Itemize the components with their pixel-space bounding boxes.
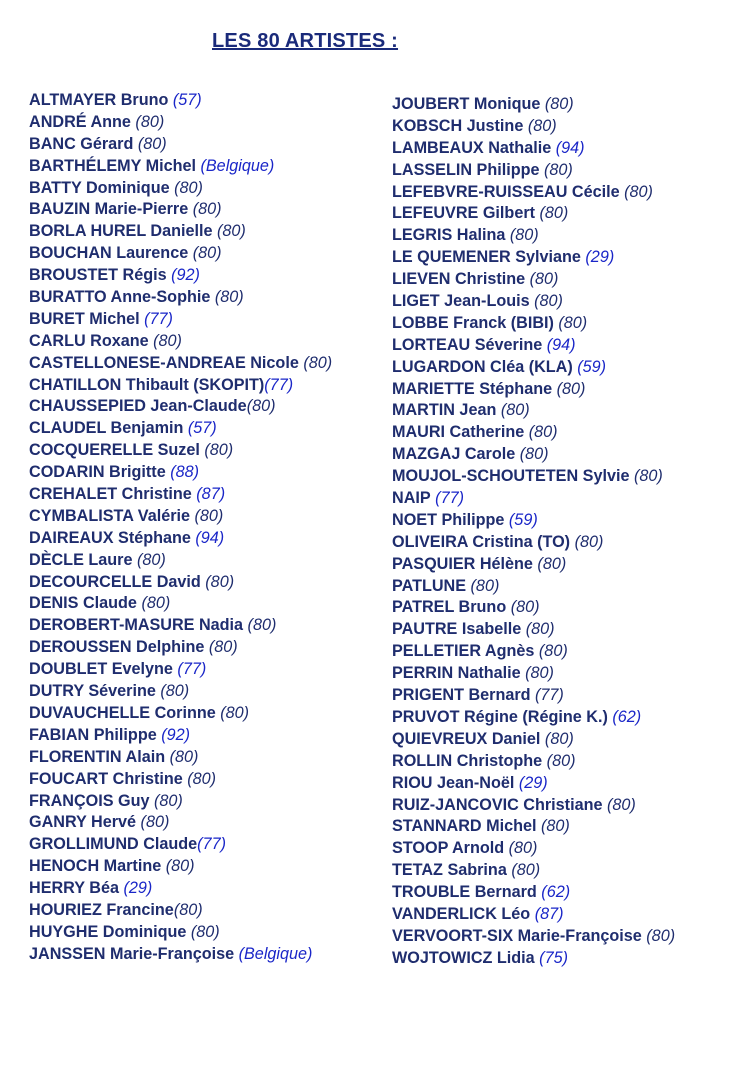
artist-name: BOUCHAN Laurence: [29, 244, 189, 263]
artist-department: (80): [136, 813, 170, 832]
artist-name: CLAUDEL Benjamin: [29, 419, 184, 438]
artist-name: MARIETTE Stéphane: [392, 379, 553, 398]
artist-name: CYMBALISTA Valérie: [29, 506, 191, 525]
artist-entry: [392, 313, 675, 335]
artist-department: (80): [173, 900, 203, 919]
artist-entry: [29, 309, 332, 331]
artist-name: HOURIEZ Francine: [29, 900, 174, 919]
artist-entry: [392, 444, 675, 466]
artist-entry: [29, 769, 332, 791]
artist-name: BORLA HUREL Danielle: [29, 222, 213, 241]
artist-name: DOUBLET Evelyne: [29, 660, 173, 679]
artist-entry: [29, 90, 332, 112]
artist-department: (80): [570, 532, 604, 551]
artist-entry: [29, 637, 332, 659]
artist-entry: [392, 488, 675, 510]
artist-department: (62): [536, 883, 571, 902]
artist-name: KOBSCH Justine: [392, 116, 524, 135]
artist-entry: [392, 138, 675, 160]
artist-name: LEFEUVRE Gilbert: [392, 204, 536, 223]
artist-name: MOUJOL-SCHOUTETEN Sylvie: [392, 467, 630, 486]
artist-department: (80): [148, 331, 182, 350]
artist-entry: [392, 94, 675, 116]
artist-name: DUTRY Séverine: [29, 682, 156, 701]
artist-entry: [392, 160, 675, 182]
artist-entry: [29, 878, 332, 900]
artist-entry: [29, 353, 332, 375]
artist-department: (80): [136, 594, 171, 613]
artist-department: (80): [204, 638, 238, 657]
artist-department: (80): [552, 379, 586, 398]
artist-entry: [392, 116, 675, 138]
artist-department: (80): [602, 795, 636, 814]
artist-name: MAZGAJ Carole: [392, 445, 516, 464]
artist-department: (80): [505, 226, 539, 245]
artist-department: (80): [525, 270, 559, 289]
artist-entry: [29, 462, 332, 484]
artist-department: (59): [572, 357, 607, 376]
artist-entry: [29, 396, 332, 418]
artist-entry: [392, 773, 675, 795]
artist-name: DECOURCELLE David: [29, 572, 201, 591]
artist-name: GANRY Hervé: [29, 813, 137, 832]
artist-name: LUGARDON Cléa (KLA): [392, 357, 573, 376]
artist-department: (80): [190, 506, 224, 525]
artist-department: (80): [506, 598, 540, 617]
artist-name: TROUBLE Bernard: [392, 883, 537, 902]
artist-entry: [29, 703, 332, 725]
artist-entry: [392, 882, 675, 904]
page-title: LES 80 ARTISTES :: [212, 30, 399, 52]
artist-name: CREHALET Christine: [29, 485, 192, 504]
artist-department: (80): [532, 554, 567, 573]
artist-entry: [29, 615, 332, 637]
artist-entry: [392, 203, 675, 225]
artist-department: (80): [629, 467, 663, 486]
artist-name: BURATTO Anne-Sophie: [29, 288, 211, 307]
artist-name: CHATILLON Thibault (SKOPIT): [29, 375, 265, 394]
artist-department: (80): [165, 747, 199, 766]
artist-name: NOET Philippe: [392, 510, 505, 529]
artist-department: (77): [197, 835, 226, 854]
artist-entry: [392, 400, 675, 422]
artist-entry: [29, 834, 332, 856]
artist-list-right: [392, 94, 675, 970]
artist-entry: [392, 379, 675, 401]
artist-department: (80): [515, 445, 549, 464]
artist-entry: [392, 576, 675, 598]
artist-department: (62): [607, 707, 642, 726]
artist-name: VANDERLICK Léo: [392, 904, 531, 923]
artist-department: (80): [130, 112, 165, 131]
artist-entry: [392, 247, 675, 269]
artist-department: (75): [534, 948, 568, 967]
artist-department: (94): [190, 528, 225, 547]
artist-name: LEGRIS Halina: [392, 226, 506, 245]
artist-entry: [392, 641, 675, 663]
artist-entry: [392, 663, 675, 685]
artist-entry: [29, 791, 332, 813]
artist-entry: [29, 221, 332, 243]
artist-entry: [392, 357, 675, 379]
artist-entry: [392, 926, 675, 948]
artist-department: (87): [530, 904, 564, 923]
artist-name: FABIAN Philippe: [29, 725, 157, 744]
artist-department: (94): [551, 138, 585, 157]
artist-department: (80): [210, 288, 244, 307]
artist-name: FOUCART Christine: [29, 769, 183, 788]
artist-department: (Belgique): [234, 944, 313, 963]
artist-department: (80): [496, 401, 530, 420]
artist-department: (80): [212, 222, 246, 241]
artist-name: PERRIN Nathalie: [392, 664, 521, 683]
artist-department: (80): [540, 729, 574, 748]
artist-name: WOJTOWICZ Lidia: [392, 948, 535, 967]
artist-department: (77): [264, 375, 294, 394]
artist-name: MAURI Catherine: [392, 423, 525, 442]
artist-department: (80): [553, 313, 588, 332]
artist-name: BANC Gérard: [29, 134, 134, 153]
artist-entry: [392, 225, 675, 247]
artist-name: DUVAUCHELLE Corinne: [29, 703, 216, 722]
artist-entry: [392, 554, 675, 576]
artist-name: RIOU Jean-Noël: [392, 773, 515, 792]
artist-department: (80): [246, 397, 276, 416]
artist-name: CODARIN Brigitte: [29, 463, 166, 482]
artist-entry: [29, 199, 332, 221]
artist-entry: [29, 572, 332, 594]
artist-name: STOOP Arnold: [392, 839, 505, 858]
artist-entry: [392, 335, 675, 357]
artist-name: LASSELIN Philippe: [392, 160, 540, 179]
artist-name: FLORENTIN Alain: [29, 747, 166, 766]
artist-department: (80): [243, 616, 277, 635]
artist-name: LIGET Jean-Louis: [392, 292, 530, 311]
artist-department: (80): [529, 292, 563, 311]
artist-entry: [29, 243, 332, 265]
artist-name: CARLU Roxane: [29, 331, 149, 350]
artist-department: (87): [191, 485, 226, 504]
artist-entry: [29, 178, 332, 200]
artist-name: GROLLIMUND Claude: [29, 835, 198, 854]
artist-entry: [392, 948, 675, 970]
artist-name: HERRY Béa: [29, 879, 119, 898]
artist-name: RUIZ-JANCOVIC Christiane: [392, 795, 603, 814]
artist-department: (80): [169, 178, 203, 197]
artist-entry: [29, 593, 332, 615]
artist-entry: [29, 900, 332, 922]
artist-name: LEFEBVRE-RUISSEAU Cécile: [392, 182, 620, 201]
artist-department: (80): [215, 703, 250, 722]
artist-name: DAIREAUX Stéphane: [29, 528, 191, 547]
artist-department: (80): [540, 95, 574, 113]
artist-department: (80): [188, 244, 222, 263]
artist-department: (77): [430, 489, 464, 508]
artist-entry: [392, 751, 675, 773]
artist-department: (80): [619, 182, 653, 201]
artist-department: (80): [182, 769, 217, 788]
artist-entry: [392, 466, 675, 488]
artist-name: STANNARD Michel: [392, 817, 537, 836]
artist-department: (80): [186, 922, 220, 941]
artist-department: (77): [530, 686, 564, 705]
artist-entry: [392, 597, 675, 619]
artist-department: (80): [466, 576, 500, 595]
artist-name: PAUTRE Isabelle: [392, 620, 522, 639]
artist-name: BARTHÉLEMY Michel: [29, 156, 196, 175]
artist-entry: [392, 532, 675, 554]
artist-name: PATLUNE: [392, 576, 467, 595]
artist-department: (80): [534, 642, 568, 661]
artist-entry: [29, 287, 332, 309]
artist-name: TETAZ Sabrina: [392, 861, 507, 880]
artist-name: VERVOORT-SIX Marie-Françoise: [392, 926, 642, 945]
artist-department: (80): [520, 664, 554, 683]
artist-entry: [29, 375, 332, 397]
artist-department: (80): [132, 550, 166, 569]
artist-entry: [392, 619, 675, 641]
artist-entry: [29, 922, 332, 944]
artist-department: (92): [156, 725, 191, 744]
artist-name: COCQUERELLE Suzel: [29, 441, 200, 460]
artist-department: (29): [118, 879, 153, 898]
artist-name: HENOCH Martine: [29, 857, 162, 876]
artist-name: JANSSEN Marie-Françoise: [29, 944, 235, 963]
artist-name: FRANÇOIS Guy: [29, 791, 150, 810]
artist-entry: [392, 816, 675, 838]
artist-name: LE QUEMENER Sylviane: [392, 248, 581, 267]
artist-entry: [392, 838, 675, 860]
artist-entry: [29, 725, 332, 747]
artist-name: PRUVOT Régine (Régine K.): [392, 707, 608, 726]
artist-entry: [392, 182, 675, 204]
artist-department: (80): [521, 620, 555, 639]
artist-entry: [29, 440, 332, 462]
artist-entry: [392, 510, 675, 532]
artist-name: NAIP: [392, 489, 431, 508]
artist-entry: [392, 707, 675, 729]
artist-name: PASQUIER Hélène: [392, 554, 533, 573]
artist-name: HUYGHE Dominique: [29, 922, 187, 941]
artist-department: (Belgique): [196, 156, 275, 175]
artist-department: (80): [149, 791, 183, 810]
artist-name: DÈCLE Laure: [29, 550, 133, 569]
artist-entry: [392, 904, 675, 926]
artist-department: (80): [524, 423, 558, 442]
artist-name: ALTMAYER Bruno: [29, 91, 169, 109]
artist-department: (80): [504, 839, 538, 858]
artist-entry: [29, 550, 332, 572]
artist-department: (80): [188, 200, 222, 219]
artist-name: BURET Michel: [29, 309, 140, 328]
artist-name: CASTELLONESE-ANDREAE Nicole: [29, 353, 299, 372]
artist-name: PRIGENT Bernard: [392, 686, 531, 705]
artist-entry: [392, 269, 675, 291]
artist-name: JOUBERT Monique: [392, 95, 541, 113]
artist-name: PELLETIER Agnès: [392, 642, 535, 661]
artist-department: (80): [155, 682, 190, 701]
artist-entry: [392, 729, 675, 751]
artist-department: (80): [539, 160, 573, 179]
artist-department: (57): [183, 419, 217, 438]
artist-entry: [29, 112, 332, 134]
artist-entry: [29, 134, 332, 156]
artist-name: LORTEAU Séverine: [392, 335, 543, 354]
artist-department: (77): [139, 309, 173, 328]
artist-entry: [29, 506, 332, 528]
artist-name: LAMBEAUX Nathalie: [392, 138, 552, 157]
artist-entry: [29, 265, 332, 287]
artist-name: BAUZIN Marie-Pierre: [29, 200, 189, 219]
artist-name: BATTY Dominique: [29, 178, 170, 197]
artist-name: BROUSTET Régis: [29, 266, 167, 285]
artist-department: (80): [536, 817, 570, 836]
artist-department: (80): [161, 857, 195, 876]
artist-name: DEROUSSEN Delphine: [29, 638, 205, 657]
artist-entry: [29, 528, 332, 550]
artist-department: (80): [200, 572, 235, 591]
artist-name: ANDRÉ Anne: [29, 112, 131, 131]
artist-department: (92): [166, 266, 200, 285]
artist-entry: [29, 944, 332, 966]
artist-department: (29): [514, 773, 548, 792]
artist-department: (80): [641, 926, 676, 945]
artist-entry: [392, 291, 675, 313]
artist-entry: [29, 659, 332, 681]
artist-name: DENIS Claude: [29, 594, 137, 613]
artist-name: OLIVEIRA Cristina (TO): [392, 532, 571, 551]
artist-department: (29): [580, 248, 615, 267]
artist-entry: [392, 685, 675, 707]
artist-entry: [29, 331, 332, 353]
artist-name: MARTIN Jean: [392, 401, 497, 420]
artist-department: (80): [506, 861, 541, 880]
artist-entry: [29, 812, 332, 834]
artist-department: (88): [165, 463, 199, 482]
artist-entry: [29, 484, 332, 506]
artist-entry: [29, 747, 332, 769]
artist-name: LIEVEN Christine: [392, 270, 526, 289]
artist-entry: [29, 156, 332, 178]
artist-department: (80): [133, 134, 167, 153]
artist-name: CHAUSSEPIED Jean-Claude: [29, 397, 247, 416]
artist-department: (94): [542, 335, 576, 354]
artist-name: DEROBERT-MASURE Nadia: [29, 616, 244, 635]
artist-list-left: [29, 90, 332, 966]
artist-department: (80): [298, 353, 333, 372]
artist-name: PATREL Bruno: [392, 598, 507, 617]
artist-name: QUIEVREUX Daniel: [392, 729, 541, 748]
artist-entry: [29, 418, 332, 440]
artist-department: (80): [523, 116, 557, 135]
artist-entry: [29, 856, 332, 878]
artist-name: ROLLIN Christophe: [392, 751, 543, 770]
artist-department: (77): [172, 660, 207, 679]
artist-department: (80): [535, 204, 569, 223]
artist-department: (59): [504, 510, 538, 529]
artist-entry: [392, 860, 675, 882]
artist-department: (57): [168, 91, 202, 109]
artist-entry: [392, 422, 675, 444]
artist-department: (80): [199, 441, 234, 460]
artist-name: LOBBE Franck (BIBI): [392, 313, 554, 332]
artist-entry: [392, 795, 675, 817]
artist-department: (80): [542, 751, 576, 770]
artist-entry: [29, 681, 332, 703]
